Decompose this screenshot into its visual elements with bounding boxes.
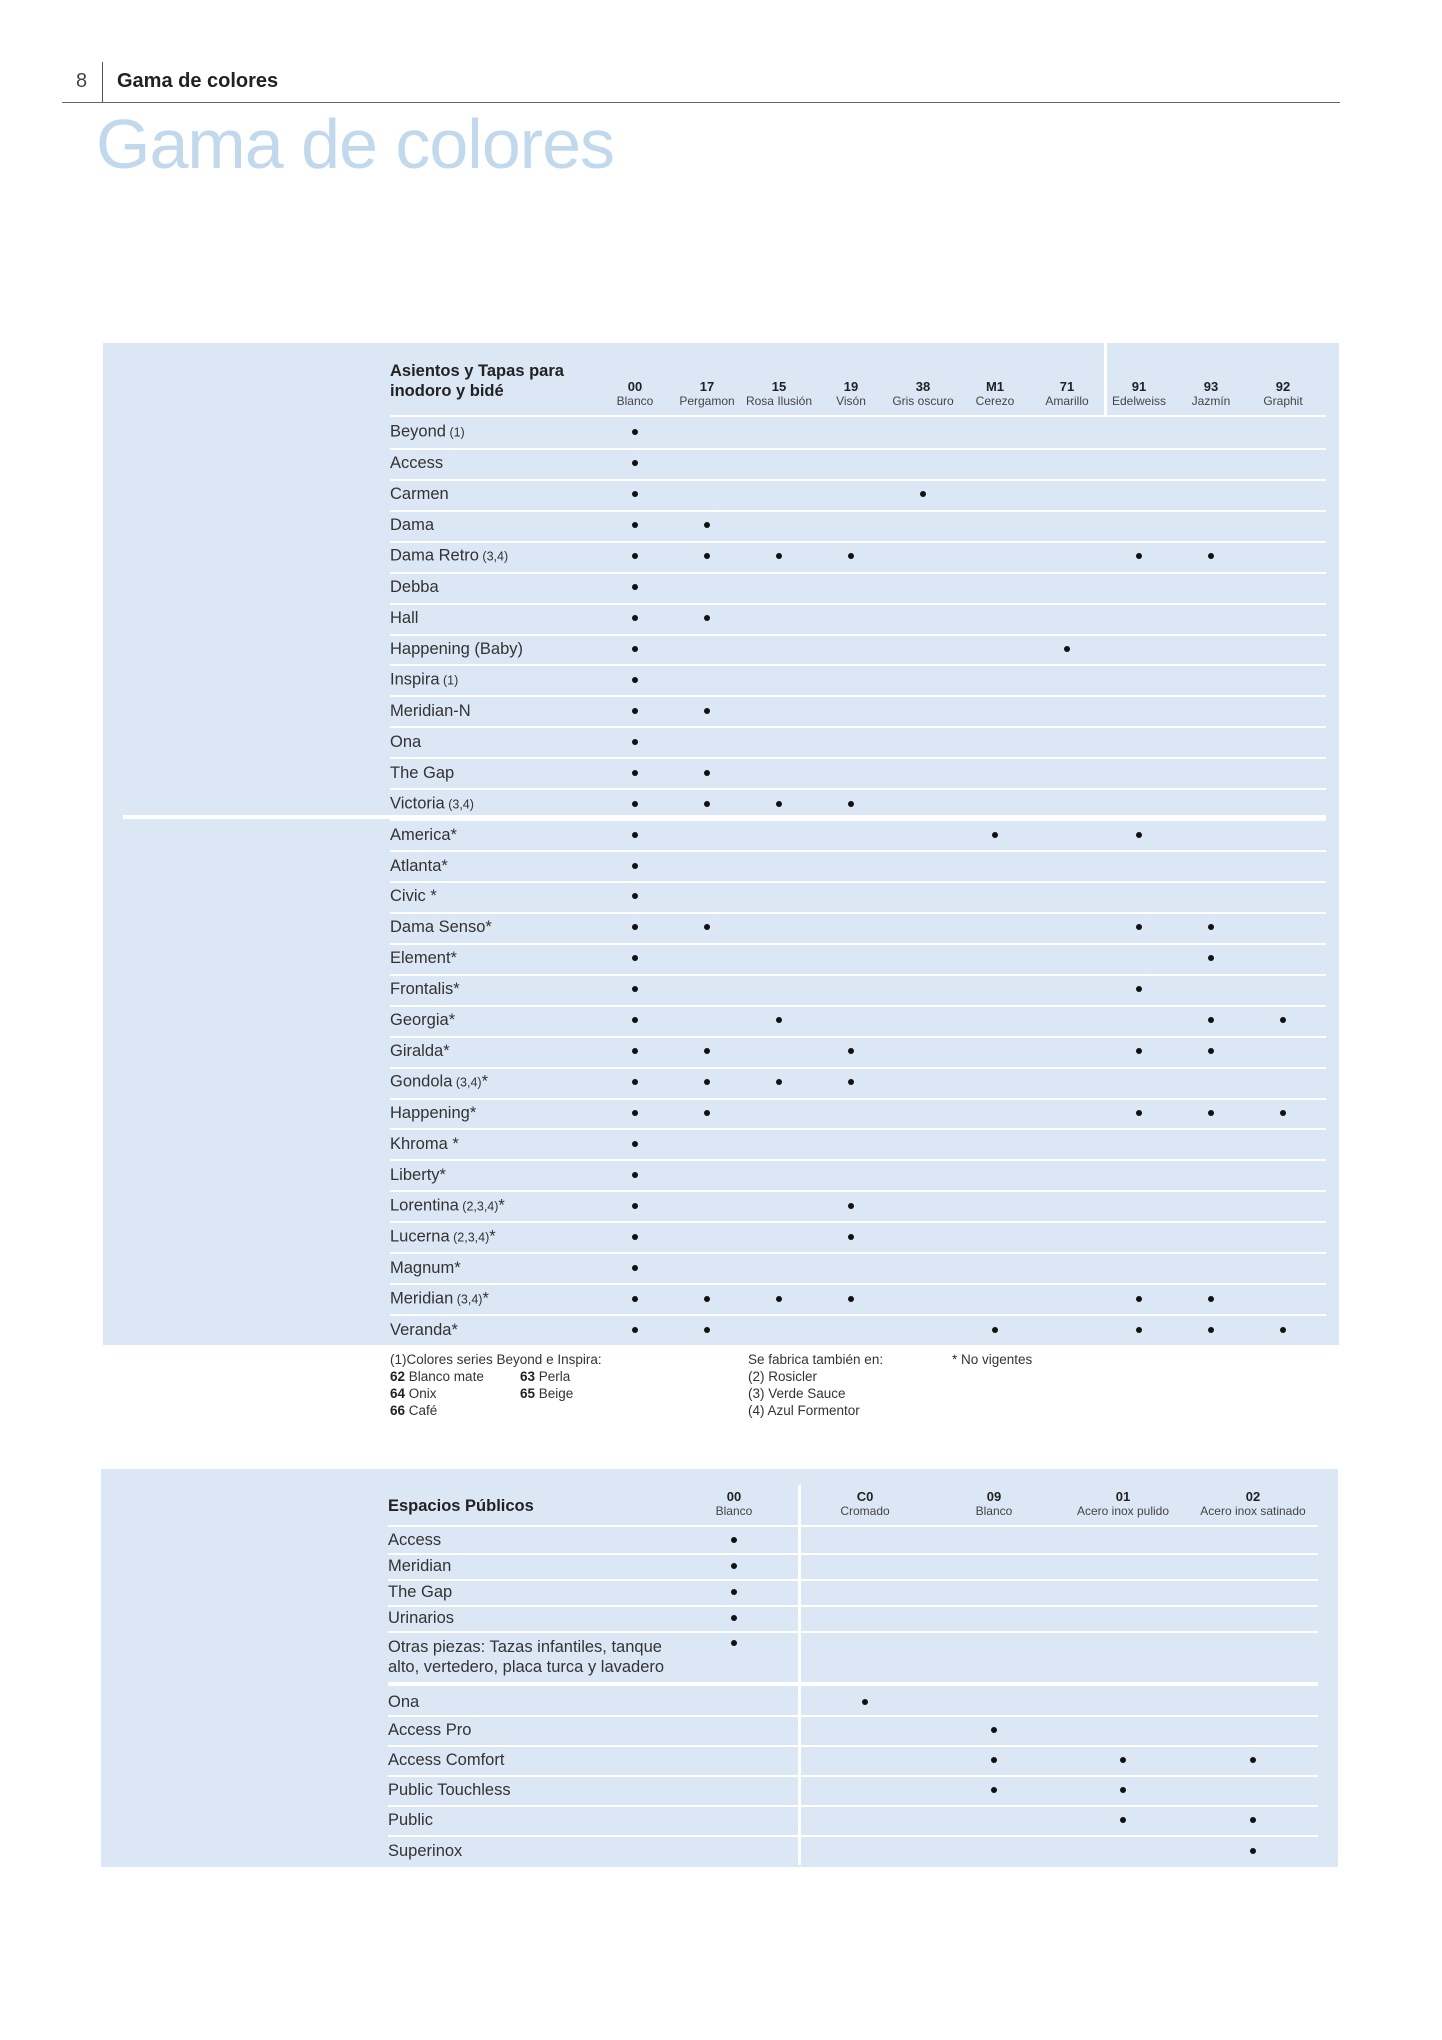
table-row	[390, 417, 1326, 450]
table-row	[390, 757, 1326, 790]
row-label	[390, 1165, 446, 1185]
row-note: (3,4)	[453, 1292, 483, 1307]
table-row	[390, 1005, 1326, 1038]
availability-dot	[1280, 1017, 1286, 1023]
availability-dot	[776, 1079, 782, 1085]
footnote-beyond-intro: (1)Colores series Beyond e Inspira:	[390, 1352, 602, 1367]
column-name: Cerezo	[975, 394, 1015, 408]
row-label	[390, 886, 437, 906]
row-label: The Gap	[388, 1583, 453, 1601]
footnote-color	[390, 1402, 437, 1419]
column-code: M1	[985, 379, 1005, 394]
availability-dot	[1064, 646, 1070, 652]
group-divider	[388, 1682, 1318, 1686]
availability-dot	[632, 615, 638, 621]
availability-dot	[1208, 1017, 1214, 1023]
row-label: Access Comfort	[388, 1751, 505, 1769]
row-label	[390, 1103, 476, 1123]
availability-dot	[704, 1110, 710, 1116]
availability-dot	[632, 893, 638, 899]
column-name: Gris oscuro	[892, 394, 954, 408]
availability-dot	[1136, 553, 1142, 559]
availability-dot	[1250, 1757, 1256, 1763]
row-name: Dama	[390, 516, 435, 535]
table-row	[390, 881, 1326, 914]
table-row	[390, 603, 1326, 636]
row-name: Khroma *	[390, 1134, 459, 1153]
row-label	[390, 701, 471, 721]
row-name: Giralda*	[390, 1042, 450, 1061]
row-name: Debba	[390, 578, 439, 597]
row-label	[390, 577, 439, 597]
row-name: Gondola	[390, 1072, 453, 1091]
availability-dot	[1208, 553, 1214, 559]
table-row	[388, 1527, 1318, 1555]
availability-dot	[776, 553, 782, 559]
availability-dot	[1136, 1327, 1142, 1333]
availability-dot	[776, 1296, 782, 1302]
column-header-00	[659, 1489, 809, 1519]
table-row	[390, 695, 1326, 728]
availability-dot	[848, 1296, 854, 1302]
column-code: 93	[1203, 379, 1219, 394]
availability-dot	[1280, 1327, 1286, 1333]
page-number: 8	[76, 70, 88, 92]
table-row	[390, 1098, 1326, 1131]
availability-dot	[1136, 1048, 1142, 1054]
availability-dot	[991, 1727, 997, 1733]
availability-dot	[1120, 1787, 1126, 1793]
availability-dot	[632, 1141, 638, 1147]
row-label	[390, 515, 434, 535]
row-name: The Gap	[390, 763, 455, 782]
row-note: (2,3,4)	[449, 1230, 490, 1245]
availability-dot	[632, 986, 638, 992]
row-name: Lucerna	[390, 1227, 450, 1246]
availability-dot	[704, 1079, 710, 1085]
page-title: Gama de colores	[96, 105, 615, 183]
row-label	[390, 856, 448, 876]
column-name: Acero inox satinado	[1200, 1504, 1306, 1518]
availability-dot	[862, 1699, 868, 1705]
row-name: America*	[390, 825, 457, 844]
column-code: 09	[986, 1489, 1002, 1504]
row-label	[390, 422, 465, 443]
row-name: Beyond	[390, 422, 446, 441]
table-row	[390, 572, 1326, 605]
availability-dot	[632, 491, 638, 497]
table-row	[388, 1835, 1318, 1869]
row-label	[390, 979, 460, 999]
row-name: Atlanta*	[390, 856, 448, 875]
table-row	[390, 912, 1326, 945]
row-label: Access	[388, 1531, 442, 1549]
availability-dot	[632, 1265, 638, 1271]
availability-dot	[632, 955, 638, 961]
public-spaces-table-title: Espacios Públicos	[388, 1497, 534, 1515]
row-suffix: *	[489, 1227, 496, 1246]
availability-dot	[1136, 832, 1142, 838]
column-name: Jazmín	[1191, 394, 1231, 408]
availability-dot	[704, 1048, 710, 1054]
availability-dot	[1120, 1817, 1126, 1823]
row-name: Liberty*	[390, 1165, 446, 1184]
column-header-92	[1238, 379, 1328, 409]
column-code: 01	[1115, 1489, 1131, 1504]
availability-dot	[848, 1203, 854, 1209]
table-row	[390, 1036, 1326, 1069]
row-name: Happening (Baby)	[390, 639, 523, 658]
row-note: (3,4)	[478, 549, 509, 564]
row-name: Access	[390, 454, 444, 473]
availability-dot	[632, 553, 638, 559]
row-label: Otras piezas: Tazas infantiles, tanque alto, vertedero, placa turca y lavadero	[388, 1637, 665, 1676]
availability-dot	[776, 801, 782, 807]
row-label: Meridian	[388, 1557, 452, 1575]
row-name: Carmen	[390, 485, 449, 504]
seats-table-body	[390, 417, 1326, 1345]
availability-dot	[632, 1017, 638, 1023]
table-row	[390, 1314, 1326, 1347]
table-row	[390, 510, 1326, 543]
availability-dot	[1136, 1296, 1142, 1302]
availability-dot	[632, 1172, 638, 1178]
row-name: Dama Senso*	[390, 918, 492, 937]
row-label: Urinarios	[388, 1609, 455, 1627]
table-row	[390, 448, 1326, 481]
row-name: Victoria	[390, 794, 445, 813]
availability-dot	[848, 1048, 854, 1054]
availability-dot	[776, 1017, 782, 1023]
table-row	[388, 1579, 1318, 1607]
color-name: Café	[405, 1403, 438, 1418]
row-label: Superinox	[388, 1842, 463, 1860]
row-label: Ona	[388, 1693, 420, 1711]
table-row	[390, 726, 1326, 759]
availability-dot	[1136, 1110, 1142, 1116]
row-label	[390, 917, 492, 937]
row-name: Happening*	[390, 1103, 477, 1122]
row-label	[390, 1041, 450, 1061]
availability-dot	[704, 615, 710, 621]
row-label: Public	[388, 1811, 433, 1829]
availability-dot	[704, 553, 710, 559]
availability-dot	[632, 1296, 638, 1302]
row-note: (1)	[445, 425, 465, 440]
column-code: 17	[699, 379, 715, 394]
availability-dot	[632, 677, 638, 683]
column-code: 15	[771, 379, 787, 394]
table-row	[390, 1252, 1326, 1285]
seats-table-panel	[103, 343, 1339, 1345]
availability-dot	[991, 1757, 997, 1763]
footnote-also-intro: Se fabrica también en:	[748, 1352, 884, 1367]
availability-dot	[704, 1296, 710, 1302]
availability-dot	[632, 429, 638, 435]
availability-dot	[704, 770, 710, 776]
row-name: Frontalis*	[390, 980, 460, 999]
availability-dot	[704, 708, 710, 714]
column-code: 92	[1275, 379, 1291, 394]
column-name: Acero inox pulido	[1076, 1504, 1170, 1518]
row-name: Lorentina	[390, 1196, 459, 1215]
row-name: Veranda*	[390, 1320, 458, 1339]
table-row	[388, 1775, 1318, 1807]
group-divider	[123, 815, 1326, 819]
row-label	[390, 793, 474, 814]
availability-dot	[992, 832, 998, 838]
row-label	[390, 763, 454, 783]
footnote-color	[390, 1385, 437, 1402]
column-name: Blanco	[616, 394, 654, 408]
availability-dot	[632, 832, 638, 838]
availability-dot	[848, 553, 854, 559]
row-note: (3,4)	[444, 797, 474, 812]
row-label	[390, 1320, 458, 1340]
availability-dot	[632, 708, 638, 714]
availability-dot	[992, 1327, 998, 1333]
row-label	[390, 546, 508, 567]
availability-dot	[632, 1079, 638, 1085]
table-row	[388, 1631, 1318, 1684]
footnote-also-item: (2) Rosicler	[748, 1369, 818, 1384]
availability-dot	[1136, 986, 1142, 992]
table-row	[390, 634, 1326, 667]
row-label	[390, 484, 449, 504]
header-rule	[62, 102, 1340, 103]
column-name: Visón	[836, 394, 866, 408]
column-header-09	[919, 1489, 1069, 1519]
footnote-also-item: (4) Azul Formentor	[748, 1403, 860, 1418]
column-code: 71	[1059, 379, 1075, 394]
availability-dot	[632, 460, 638, 466]
row-note: (2,3,4)	[458, 1199, 499, 1214]
availability-dot	[1136, 924, 1142, 930]
row-note: (1)	[439, 673, 459, 688]
public-spaces-table-panel	[101, 1469, 1338, 1867]
table-row	[388, 1689, 1318, 1717]
seats-table-title: Asientos y Tapas para inodoro y bidé	[390, 362, 564, 400]
table-row	[390, 1221, 1326, 1254]
row-label	[390, 1134, 459, 1154]
row-label	[390, 1288, 489, 1309]
row-name: Inspira	[390, 670, 440, 689]
availability-dot	[1208, 1048, 1214, 1054]
column-code: 02	[1245, 1489, 1261, 1504]
table-row	[390, 1067, 1326, 1100]
column-code: 00	[726, 1489, 742, 1504]
table-row	[388, 1605, 1318, 1633]
availability-dot	[731, 1563, 737, 1569]
availability-dot	[1120, 1757, 1126, 1763]
availability-dot	[632, 522, 638, 528]
availability-dot	[1208, 1296, 1214, 1302]
availability-dot	[632, 1234, 638, 1240]
availability-dot	[1208, 924, 1214, 930]
color-name: Perla	[535, 1369, 571, 1384]
availability-dot	[1208, 1327, 1214, 1333]
table-row	[388, 1745, 1318, 1777]
availability-dot	[848, 801, 854, 807]
availability-dot	[632, 1327, 638, 1333]
availability-dot	[632, 924, 638, 930]
availability-dot	[632, 770, 638, 776]
table-row	[390, 850, 1326, 883]
color-name: Blanco mate	[405, 1369, 484, 1384]
row-name: Dama Retro	[390, 546, 479, 565]
color-code: 65	[520, 1386, 536, 1401]
availability-dot	[632, 1110, 638, 1116]
table-row	[390, 943, 1326, 976]
footnote-also-item: (3) Verde Sauce	[748, 1386, 846, 1401]
column-header-01	[1048, 1489, 1198, 1519]
color-code: 62	[390, 1369, 406, 1384]
availability-dot	[704, 801, 710, 807]
column-header-C0	[790, 1489, 940, 1519]
column-name: Blanco	[715, 1504, 753, 1518]
column-code: 91	[1131, 379, 1147, 394]
header-separator	[102, 62, 103, 102]
row-name: Meridian	[390, 1289, 454, 1308]
row-name: Magnum*	[390, 1258, 461, 1277]
column-name: Amarillo	[1045, 394, 1089, 408]
availability-dot	[632, 584, 638, 590]
row-label	[390, 453, 443, 473]
column-header-02	[1178, 1489, 1328, 1519]
availability-dot	[1208, 1110, 1214, 1116]
availability-dot	[920, 491, 926, 497]
availability-dot	[731, 1537, 737, 1543]
table-row	[390, 541, 1326, 574]
column-name: Pergamon	[679, 394, 735, 408]
row-name: Element*	[390, 949, 457, 968]
row-label: Access Pro	[388, 1721, 472, 1739]
table-row	[390, 664, 1326, 697]
availability-dot	[704, 1327, 710, 1333]
table-row	[388, 1715, 1318, 1747]
row-name: Ona	[390, 732, 422, 751]
availability-dot	[632, 739, 638, 745]
row-label	[390, 948, 457, 968]
column-name: Cromado	[840, 1504, 890, 1518]
table-row	[390, 479, 1326, 512]
row-name: Hall	[390, 609, 419, 628]
footnote-color	[520, 1368, 570, 1385]
row-suffix: *	[481, 1072, 488, 1091]
availability-dot	[731, 1589, 737, 1595]
availability-dot	[991, 1787, 997, 1793]
table-row	[390, 1190, 1326, 1223]
row-suffix: *	[482, 1289, 489, 1308]
row-name: Meridian-N	[390, 701, 471, 720]
availability-dot	[731, 1615, 737, 1621]
availability-dot	[632, 801, 638, 807]
row-name: Civic *	[390, 887, 437, 906]
column-code: 38	[915, 379, 931, 394]
row-label	[390, 1010, 455, 1030]
availability-dot	[1208, 955, 1214, 961]
availability-dot	[632, 1203, 638, 1209]
color-name: Beige	[535, 1386, 574, 1401]
availability-dot	[704, 522, 710, 528]
column-code: C0	[856, 1489, 874, 1504]
availability-dot	[731, 1640, 737, 1646]
row-label	[390, 1072, 488, 1093]
availability-dot	[848, 1079, 854, 1085]
row-label	[390, 669, 458, 690]
table-row	[390, 819, 1326, 852]
availability-dot	[1250, 1848, 1256, 1854]
row-suffix: *	[498, 1196, 505, 1215]
table-row	[390, 974, 1326, 1007]
availability-dot	[632, 1048, 638, 1054]
availability-dot	[704, 924, 710, 930]
availability-dot	[1280, 1110, 1286, 1116]
table-row	[390, 1159, 1326, 1192]
table-row	[388, 1805, 1318, 1837]
row-note: (3,4)	[452, 1075, 482, 1090]
column-name: Edelweiss	[1111, 394, 1167, 408]
availability-dot	[632, 863, 638, 869]
row-label	[390, 1195, 505, 1216]
column-name: Rosa Ilusión	[745, 394, 813, 408]
row-name: Georgia*	[390, 1011, 456, 1030]
availability-dot	[848, 1234, 854, 1240]
row-label	[390, 732, 421, 752]
row-label	[390, 608, 418, 628]
footnote-color	[390, 1368, 484, 1385]
public-spaces-table-body	[388, 1527, 1318, 1867]
column-code: 19	[843, 379, 859, 394]
color-code: 64	[390, 1386, 406, 1401]
row-label: Public Touchless	[388, 1781, 511, 1799]
color-code: 63	[520, 1369, 536, 1384]
row-label	[390, 1226, 496, 1247]
row-label	[390, 639, 523, 659]
row-label	[390, 825, 457, 845]
footnote-color	[520, 1385, 573, 1402]
color-code: 66	[390, 1403, 406, 1418]
row-label	[390, 1258, 461, 1278]
availability-dot	[1250, 1817, 1256, 1823]
table-row	[388, 1553, 1318, 1581]
column-name: Graphit	[1263, 394, 1303, 408]
column-code: 00	[627, 379, 643, 394]
footnote-not-current: * No vigentes	[952, 1352, 1033, 1367]
header-section-title: Gama de colores	[117, 70, 279, 92]
table-row	[390, 1283, 1326, 1316]
availability-dot	[632, 646, 638, 652]
table-row	[390, 1128, 1326, 1161]
column-divider	[1104, 343, 1107, 417]
column-name: Blanco	[975, 1504, 1013, 1518]
color-name: Onix	[405, 1386, 437, 1401]
